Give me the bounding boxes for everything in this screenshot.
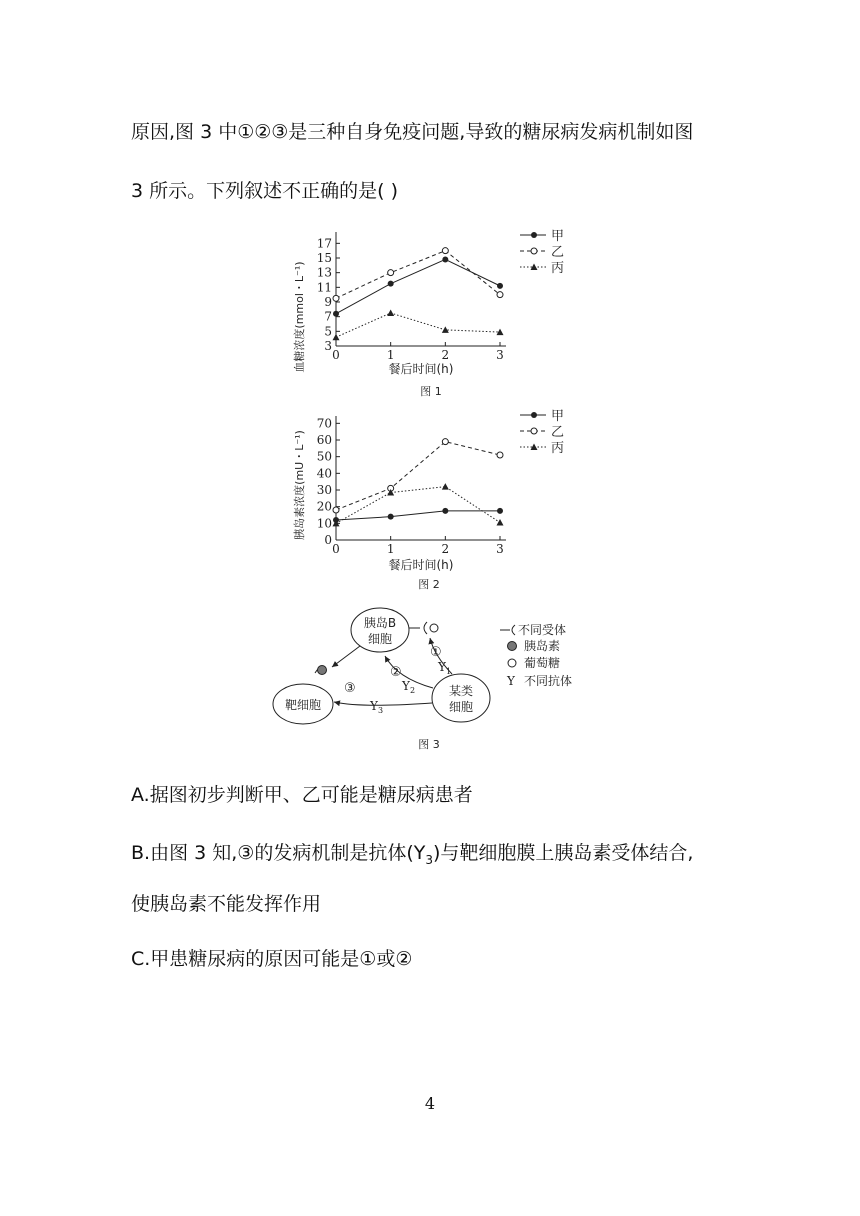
page-number: 4 — [424, 1094, 436, 1113]
legend-glucose: 葡萄糖 — [524, 656, 561, 670]
chart1-xtick-label: 0 — [332, 348, 340, 362]
chart1-point-甲 — [442, 256, 448, 262]
chart2-ytick-label: 0 — [324, 533, 332, 547]
chart1-xtick-label: 2 — [441, 348, 450, 362]
chart2-xtick-label: 0 — [332, 542, 340, 556]
arrow-b-cell-to-target — [332, 646, 360, 667]
chart1-xlabel: 餐后时间(h) — [388, 362, 454, 376]
chart1-series-丙-line — [336, 313, 500, 337]
chart1-legend-label: 甲 — [551, 229, 565, 244]
chart1-point-甲 — [333, 311, 339, 317]
chart1-legend-label: 乙 — [551, 245, 565, 260]
some-cell-label-2: 细胞 — [448, 700, 474, 714]
option-b-part1: B.由图 3 知,③的发病机制是抗体(Y — [131, 842, 426, 864]
chart2-point-丙 — [497, 519, 504, 526]
chart1-caption: 图 1 — [420, 385, 442, 398]
chart2-caption: 图 2 — [418, 578, 440, 591]
chart1-point-甲 — [388, 281, 394, 287]
chart2-series-丙-line — [336, 487, 500, 524]
insulin-chart — [288, 408, 588, 593]
blood-glucose-chart — [288, 222, 588, 402]
target-cell-label: 靶细胞 — [284, 698, 322, 712]
mechanism-label-1: ① — [430, 645, 442, 660]
chart2-ytick-label: 10 — [316, 516, 332, 531]
chart2-ytick-label: 20 — [316, 499, 332, 514]
chart2-ytick-label: 60 — [316, 433, 332, 447]
b-cell-label-2: 细胞 — [367, 632, 393, 646]
chart1-series-甲-line — [336, 259, 500, 313]
legend-antibody: 不同抗体 — [524, 674, 573, 688]
option-b-continued: 使胰岛素不能发挥作用 — [131, 893, 322, 915]
antibody-y1: Y — [438, 660, 446, 674]
chart1-point-丙 — [387, 310, 394, 317]
chart2-series-甲-line — [336, 511, 500, 520]
chart2-legend-label: 乙 — [551, 425, 565, 440]
legend-receptor-icon — [500, 625, 515, 635]
chart2-legend-marker — [531, 412, 537, 418]
chart1-ytick-label: 17 — [316, 236, 332, 251]
chart1-series-乙-line — [336, 251, 500, 299]
mechanism-label-2: ② — [390, 665, 402, 680]
chart2-ylabel: 胰岛素浓度(mU・L⁻¹) — [293, 430, 306, 540]
b-cell-label-1: 胰岛B — [363, 616, 397, 630]
chart1-point-乙 — [497, 292, 503, 298]
chart2-series-乙-line — [336, 442, 500, 510]
legend-insulin: 胰岛素 — [524, 639, 561, 653]
diagram-caption: 图 3 — [418, 738, 440, 751]
chart2-xtick-label: 2 — [441, 542, 450, 556]
chart1-point-乙 — [442, 248, 448, 254]
chart2-point-甲 — [442, 508, 448, 514]
chart1-ytick-label: 3 — [324, 339, 332, 353]
legend-antibody-symbol: Y — [507, 674, 515, 688]
chart1-xtick-label: 1 — [386, 348, 395, 362]
antibody-y3: Y — [370, 699, 378, 713]
chart1-ytick-label: 11 — [316, 280, 332, 295]
chart1-ylabel: 血糖浓度(mmol・L⁻¹) — [293, 261, 306, 373]
option-b — [131, 842, 693, 871]
legend-receptor: 不同受体 — [518, 623, 567, 637]
chart1-ytick-label: 7 — [324, 309, 332, 324]
chart2-legend-label: 丙 — [551, 441, 565, 456]
chart1-ytick-label: 15 — [316, 251, 332, 265]
some-cell — [432, 674, 490, 722]
chart2-ytick-label: 70 — [316, 416, 332, 431]
receptor-icon — [409, 622, 427, 634]
chart2-ytick-label: 40 — [316, 466, 332, 481]
chart1-ytick-label: 9 — [324, 295, 332, 309]
chart1-legend-label: 丙 — [551, 261, 565, 276]
chart2-legend-label: 甲 — [551, 409, 565, 424]
question-text-line2: 3 所示。下列叙述不正确的是( ) — [131, 180, 398, 202]
chart1-ytick-label: 13 — [316, 265, 332, 280]
option-b-subscript: 3 — [425, 852, 433, 867]
legend-insulin-icon — [508, 642, 517, 651]
antibody-y3-sub: 3 — [378, 706, 384, 715]
chart2-xtick-label: 1 — [386, 542, 395, 556]
antibody-y2-sub: 2 — [410, 686, 416, 695]
chart1-ytick-label: 5 — [324, 324, 332, 339]
arrow-y3 — [334, 702, 432, 705]
chart2-xtick-label: 3 — [496, 542, 504, 556]
chart1-point-乙 — [333, 295, 339, 301]
antibody-y2: Y — [402, 679, 410, 693]
legend-glucose-icon — [508, 659, 516, 667]
option-b-part2: )与靶细胞膜上胰岛素受体结合, — [432, 842, 694, 864]
chart2-xlabel: 餐后时间(h) — [388, 558, 454, 572]
option-c: C.甲患糖尿病的原因可能是①或② — [131, 948, 413, 970]
option-a: A.据图初步判断甲、乙可能是糖尿病患者 — [131, 784, 473, 806]
chart1-legend-marker — [531, 248, 537, 254]
chart2-ytick-label: 50 — [316, 449, 332, 464]
chart2-legend-marker — [531, 428, 537, 434]
chart1-legend-marker — [531, 232, 537, 238]
question-text-line1: 原因,图 3 中①②③是三种自身免疫问题,导致的糖尿病发病机制如图 — [131, 121, 694, 143]
chart2-point-乙 — [497, 452, 503, 458]
chart1-xtick-label: 3 — [496, 348, 504, 362]
chart2-point-乙 — [333, 507, 339, 513]
glucose-icon — [430, 624, 438, 632]
mechanism-label-3: ③ — [344, 681, 356, 696]
chart2-point-甲 — [388, 514, 394, 520]
chart2-point-乙 — [442, 439, 448, 445]
some-cell-label-1: 某类 — [448, 684, 474, 698]
chart2-point-甲 — [497, 508, 503, 514]
mechanism-diagram — [262, 600, 622, 755]
chart1-point-甲 — [497, 283, 503, 289]
chart2-ytick-label: 30 — [316, 483, 332, 497]
insulin-icon — [318, 666, 327, 675]
antibody-y1-sub: 1 — [446, 667, 452, 676]
chart2-point-丙 — [442, 483, 449, 490]
chart1-point-丙 — [333, 334, 340, 341]
chart1-point-乙 — [388, 270, 394, 276]
